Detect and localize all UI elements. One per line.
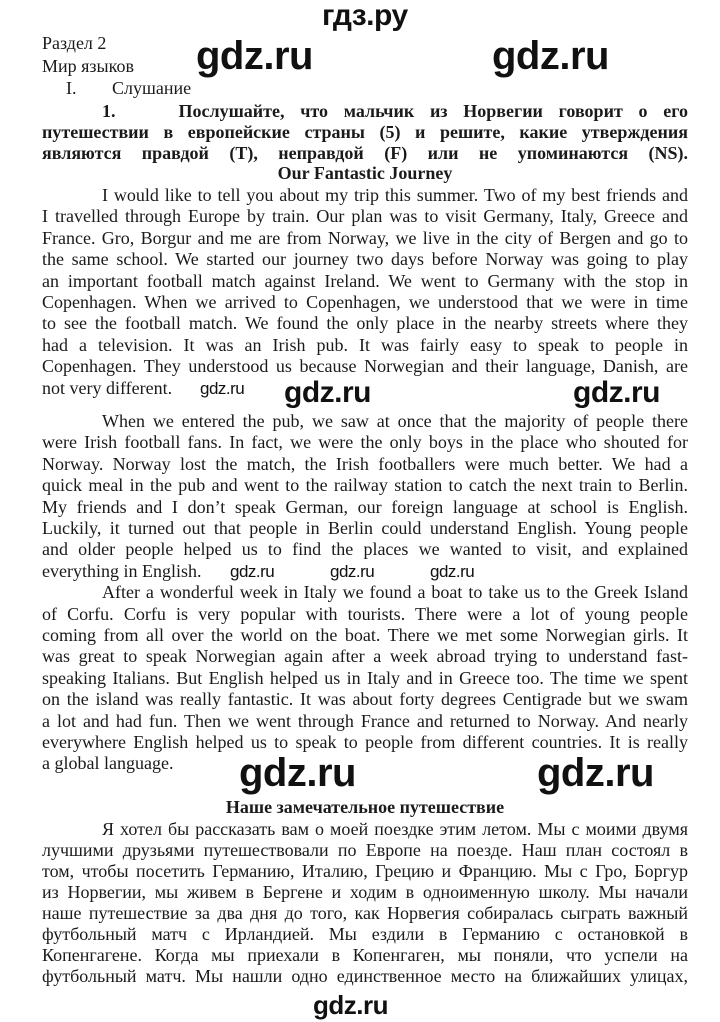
watermark: gdz.ru [200, 379, 245, 398]
text-line: to see the football match. We found the only place in the nearby streets where they [42, 313, 688, 334]
text-line: not very different. [42, 377, 173, 398]
text-line: футбольный матч. Мы нашли одно единственное место на ближайших улицах, [42, 966, 688, 986]
text-line: Копенгагене. Когда мы приехали в Копенгаген, мы поняли, что успели на [42, 945, 688, 965]
watermark: gdz.ru [230, 562, 275, 581]
text-line: лучшими друзьями путешествовали по Европе на поезде. Наш план состоял в [42, 840, 688, 860]
text-line: After a wonderful week in Italy we found a boat to take us to the Greek Island [102, 582, 688, 603]
text-line: of Corfu. Corfu is very popular with tourists. There were a lot of young people [42, 603, 688, 624]
text-line: являются правдой (T), неправдой (F) или не упоминаются (NS). [42, 143, 688, 163]
text-line: an important football match against Ireland. We went to Germany with the stop in [42, 270, 688, 291]
watermark: gdz.ru [196, 34, 313, 78]
text-line: coming from all over the world on the boat. There we met some Norwegian girls. It [42, 625, 688, 645]
text-line: My friends and I don’t speak German, our foreign language at school is English. [42, 496, 688, 517]
watermark: gdz.ru [492, 34, 609, 78]
watermark: gdz.ru [330, 562, 375, 581]
topic-label: Мир языков [42, 56, 134, 76]
text-line: was great to speak Norwegian again after a week abroad trying to understand fast- [42, 646, 688, 667]
watermark: gdz.ru [537, 751, 654, 795]
text-line: speaking Italians. But English helped us in Italy and in Greece too. The time we spent [42, 667, 688, 688]
text-line: том, чтобы посетить Германию, Италию, Грецию и Францию. Мы с Гро, Боргур [42, 861, 688, 881]
part-name: Слушание [112, 78, 192, 98]
text-line: наше путешествие за два дня до того, как Норвегия собиралась сыграть важный [42, 903, 688, 923]
site-title: гдз.ру [322, 0, 408, 32]
watermark: gdz.ru [239, 751, 356, 795]
text-line: Luckily, it turned out that people in Berlin could understand English. Young people [42, 518, 688, 538]
text-line: and older people helped us to find the places we wanted to visit, and explained [42, 539, 688, 560]
text-line: путешествии в европейские страны (5) и решите, какие утверждения [42, 122, 688, 142]
text-line: on the island was really fantastic. It was about forty degrees Centigrade but we swam [42, 689, 688, 710]
text-line: Я хотел бы рассказать вам о моей поездке этим летом. Мы с моими двумя [102, 819, 688, 839]
text-line: were Irish football fans. In fact, we were the only boys in the place who shouted for [42, 432, 688, 453]
text-line: quick meal in the pub and went to the railway station to catch the next train to Berlin. [42, 475, 688, 496]
text-line: I would like to tell you about my trip this summer. Two of my best friends and [102, 185, 688, 205]
text-line: a lot and had fun. Then we went through France and returned to Norway. And nearly [42, 710, 688, 731]
watermark: gdz.ru [430, 562, 475, 581]
text-line: из Норвегии, мы живем в Бергене и ходим в одноименную школу. Мы начали [42, 882, 688, 902]
watermark: gdz.ru [284, 376, 371, 409]
watermark: gdz.ru [313, 990, 388, 1020]
text-line: Copenhagen. They understood us because Norwegian and their language, Danish, are [42, 356, 688, 377]
section-label: Раздел 2 [42, 33, 107, 53]
text-line: everywhere English helped us to speak to people from different countries. It is really [42, 732, 688, 752]
text-line: футбольный матч с Ирландией. Мы ездили в Германию с остановкой в [42, 924, 688, 944]
text-line: 1. Послушайте, что мальчик из Норвегии говорит о его [102, 101, 688, 121]
english-title: Our Fantastic Journey [277, 163, 453, 183]
text-line: had a television. It was an Irish pub. It was fairly easy to speak to people in [42, 334, 688, 355]
text-line: I travelled through Europe by train. Our plan was to visit Germany, Italy, Greece and [42, 206, 688, 227]
text-line: Copenhagen. When we arrived to Copenhagen, we understood that we were in time [42, 292, 688, 312]
watermark: gdz.ru [573, 376, 660, 409]
part-number: I. [66, 78, 77, 98]
russian-title: Наше замечательное путешествие [225, 797, 505, 817]
text-line: When we entered the pub, we saw at once that the majority of people there [102, 411, 688, 431]
text-line: the same school. We started our journey two days before Norway was going to play [42, 249, 688, 270]
text-line: a global language. [42, 753, 174, 774]
text-line: everything in English. [42, 560, 202, 581]
text-line: France. Gro, Borgur and me are from Norway, we live in the city of Bergen and go to [42, 227, 688, 248]
text-line: Norway. Norway lost the match, the Irish footballers were much better. We had a [42, 453, 688, 474]
